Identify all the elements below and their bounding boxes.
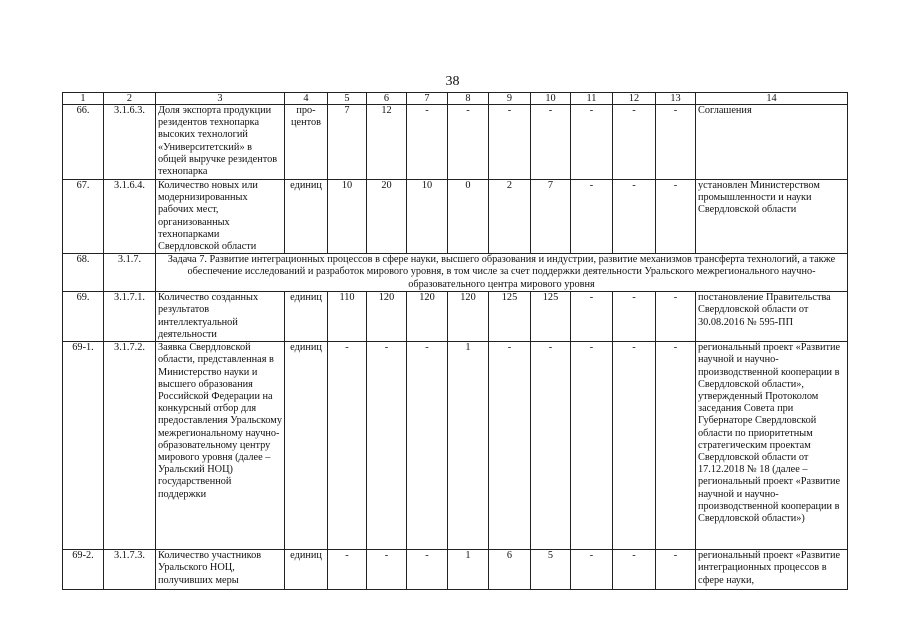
table-row (63, 292, 848, 342)
value-cell: - (613, 550, 656, 590)
row-number: 66. (63, 105, 104, 180)
value-cell: 10 (407, 180, 448, 254)
value-cell: 125 (489, 292, 531, 342)
table-row (63, 180, 848, 254)
value-cell: - (613, 105, 656, 180)
indicator-name: Количество созданных результатов интеллектуальной деятельности (156, 292, 285, 342)
value-cell: - (571, 292, 613, 342)
row-code: 3.1.6.4. (104, 180, 156, 254)
table-row (63, 105, 848, 180)
value-cell: - (613, 342, 656, 550)
value-cell: - (656, 105, 696, 180)
column-number: 14 (696, 93, 848, 105)
unit: про-центов (285, 105, 328, 180)
unit: единиц (285, 550, 328, 590)
value-cell: - (407, 550, 448, 590)
value-cell: - (571, 550, 613, 590)
indicator-name: Доля экспорта продукции резидентов технопарка высоких технологий «Университетский» в общей выручке резидентов технопарка (156, 105, 285, 180)
value-cell: 0 (448, 180, 489, 254)
row-code: 3.1.7.3. (104, 550, 156, 590)
value-cell: - (367, 550, 407, 590)
value-cell: 2 (489, 180, 531, 254)
unit: единиц (285, 292, 328, 342)
value-cell: - (489, 342, 531, 550)
column-number: 8 (448, 93, 489, 105)
column-number: 10 (531, 93, 571, 105)
column-number: 11 (571, 93, 613, 105)
column-number: 1 (63, 93, 104, 105)
row-number: 67. (63, 180, 104, 254)
value-cell: - (571, 180, 613, 254)
value-cell: - (328, 342, 367, 550)
column-number: 7 (407, 93, 448, 105)
value-cell: 12 (367, 105, 407, 180)
value-cell: - (571, 105, 613, 180)
value-cell: 120 (367, 292, 407, 342)
value-cell: - (613, 292, 656, 342)
value-cell: - (571, 342, 613, 550)
column-number: 12 (613, 93, 656, 105)
value-cell: - (489, 105, 531, 180)
value-cell: 1 (448, 550, 489, 590)
column-number: 13 (656, 93, 696, 105)
value-cell: 5 (531, 550, 571, 590)
unit: единиц (285, 342, 328, 550)
page-number: 38 (445, 74, 460, 89)
value-cell: 120 (448, 292, 489, 342)
value-cell: - (656, 342, 696, 550)
indicators-table (62, 92, 848, 590)
row-number: 69. (63, 292, 104, 342)
row-number: 69-2. (63, 550, 104, 590)
value-cell: - (328, 550, 367, 590)
value-cell: - (407, 342, 448, 550)
row-code: 3.1.7.2. (104, 342, 156, 550)
task-heading: Задача 7. Развитие интеграционных процессов в сфере науки, высшего образования и индустрии, развитие механизмов трансферта технологий, а также обеспечение исследований и разработок мирового уровня, в том числе за счет поддержки деятельности Уральского межрегионального научно-образовательного центра мирового уровня (156, 254, 848, 292)
source-document: постановление Правительства Свердловской области от 30.08.2016 № 595-ПП (696, 292, 848, 342)
row-number: 69-1. (63, 342, 104, 550)
value-cell: - (656, 292, 696, 342)
indicator-name: Количество новых или модернизированных рабочих мест, организованных технопарками Свердловской области (156, 180, 285, 254)
row-code: 3.1.6.3. (104, 105, 156, 180)
value-cell: 1 (448, 342, 489, 550)
row-number: 68. (63, 254, 104, 292)
value-cell: - (448, 105, 489, 180)
row-code: 3.1.7.1. (104, 292, 156, 342)
task-row (63, 254, 848, 292)
value-cell: 7 (531, 180, 571, 254)
indicator-name: Заявка Свердловской области, представленная в Министерство науки и высшего образования Российской Федерации на конкурсный отбор для предоставления Уральскому межрегиональному научно-образовательному центру мирового уровня (далее – Уральский НОЦ) государственной поддержки (156, 342, 285, 550)
value-cell: - (407, 105, 448, 180)
value-cell: 6 (489, 550, 531, 590)
column-number: 6 (367, 93, 407, 105)
table-row (63, 550, 848, 590)
column-number: 4 (285, 93, 328, 105)
column-number: 5 (328, 93, 367, 105)
value-cell: - (613, 180, 656, 254)
source-document: Соглашения (696, 105, 848, 180)
source-document: региональный проект «Развитие научной и научно-производственной кооперации в Свердловской области», утвержденный Протоколом заседания Совета при Губернаторе Свердловской области по приоритетным стратегическим проектам Свердловской области от 17.12.2018 № 18 (далее – региональный проект «Развитие научной и научно-производственной кооперации в Свердловской области») (696, 342, 848, 550)
column-number: 2 (104, 93, 156, 105)
row-code: 3.1.7. (104, 254, 156, 292)
value-cell: 7 (328, 105, 367, 180)
value-cell: 120 (407, 292, 448, 342)
value-cell: - (656, 550, 696, 590)
column-number: 9 (489, 93, 531, 105)
indicator-name: Количество участников Уральского НОЦ, получивших меры (156, 550, 285, 590)
value-cell: - (531, 342, 571, 550)
value-cell: - (656, 180, 696, 254)
value-cell: 10 (328, 180, 367, 254)
value-cell: 110 (328, 292, 367, 342)
value-cell: 20 (367, 180, 407, 254)
column-number: 3 (156, 93, 285, 105)
source-document: региональный проект «Развитие интеграционных процессов в сфере науки, (696, 550, 848, 590)
column-number-row (63, 93, 848, 105)
value-cell: 125 (531, 292, 571, 342)
value-cell: - (367, 342, 407, 550)
source-document: установлен Министерством промышленности и науки Свердловской области (696, 180, 848, 254)
unit: единиц (285, 180, 328, 254)
table-row (63, 342, 848, 550)
value-cell: - (531, 105, 571, 180)
